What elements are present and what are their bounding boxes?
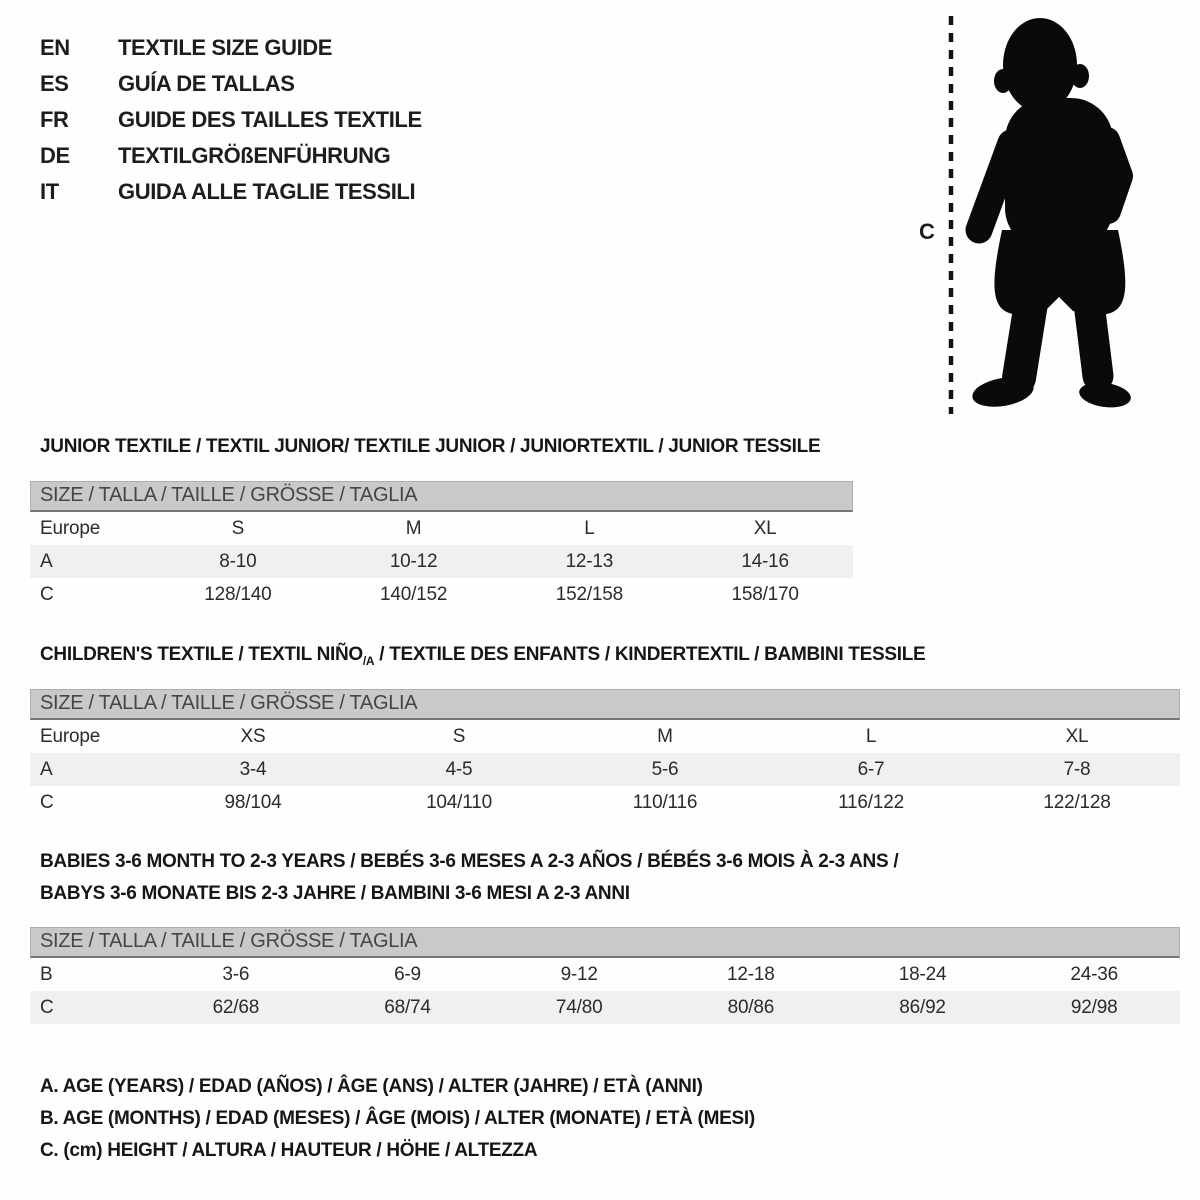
measurement-legend: [40, 1071, 755, 1167]
value-cell: 7-8: [1063, 759, 1091, 780]
table-row-sizes: [30, 720, 1180, 753]
value-cell: 3-6: [222, 964, 250, 985]
value-cell: 98/104: [224, 792, 282, 813]
title-row-it: [40, 174, 422, 210]
row-label: Europe: [40, 518, 101, 539]
value-cell: 62/68: [212, 997, 260, 1018]
page-title: GUIDA ALLE TAGLIE TESSILI: [118, 179, 416, 204]
value-cell: 5-6: [651, 759, 679, 780]
section-heading-babies: [40, 846, 898, 910]
size-header-bar: SIZE / TALLA / TAILLE / GRÖSSE / TAGLIA: [30, 927, 1180, 958]
page-title: GUIDE DES TAILLES TEXTILE: [118, 107, 422, 132]
value-cell: 3-4: [239, 759, 267, 780]
baby-silhouette-graphic: [905, 8, 1155, 420]
table-row-height: [30, 991, 1180, 1024]
size-header-bar: SIZE / TALLA / TAILLE / GRÖSSE / TAGLIA: [30, 689, 1180, 720]
size-cell: S: [452, 726, 466, 747]
row-label: Europe: [40, 726, 101, 747]
size-cell: M: [405, 518, 422, 539]
page-title: GUÍA DE TALLAS: [118, 71, 295, 96]
title-row-es: [40, 66, 422, 102]
value-cell: 158/170: [731, 584, 799, 605]
value-cell: 86/92: [899, 997, 946, 1018]
value-cell: 92/98: [1070, 997, 1118, 1018]
heading-text: CHILDREN'S TEXTILE / TEXTIL NIÑO: [40, 644, 363, 665]
table-row-sizes: [30, 512, 853, 545]
page-title: TEXTILGRÖßENFÜHRUNG: [118, 143, 391, 168]
table-row-months: [30, 958, 1180, 991]
table-row-age: [30, 545, 853, 578]
row-label: A: [40, 759, 53, 780]
legend-line-a: A. AGE (YEARS) / EDAD (AÑOS) / ÂGE (ANS) / ALTER (JAHRE) / ETÀ (ANNI): [40, 1076, 703, 1097]
row-label: C: [40, 584, 54, 605]
heading-line-1: BABIES 3-6 MONTH TO 2-3 YEARS / BEBÉS 3-6 MESES A 2-3 AÑOS / BÉBÉS 3-6 MOIS À 2-3 ANS /: [40, 851, 899, 872]
legend-line-c: C. (cm) HEIGHT / ALTURA / HAUTEUR / HÖHE / ALTEZZA: [40, 1140, 538, 1161]
table-row-height: [30, 578, 853, 611]
value-cell: 10-12: [389, 551, 438, 572]
size-header-bar: SIZE / TALLA / TAILLE / GRÖSSE / TAGLIA: [30, 481, 853, 512]
language-code: EN: [40, 35, 70, 60]
row-label: C: [40, 792, 54, 813]
value-cell: 74/80: [555, 997, 603, 1018]
value-cell: 6-7: [857, 759, 885, 780]
table-row-height: [30, 786, 1180, 819]
height-measure-label: C: [919, 219, 935, 244]
size-cell: L: [865, 726, 877, 747]
value-cell: 12-18: [727, 964, 775, 985]
children-size-table: [30, 689, 1180, 819]
babies-size-table: [30, 927, 1180, 1024]
value-cell: 122/128: [1043, 792, 1111, 813]
row-label: B: [40, 964, 53, 985]
title-row-en: [40, 30, 422, 66]
language-code: FR: [40, 107, 69, 132]
value-cell: 12-13: [565, 551, 614, 572]
value-cell: 110/116: [632, 792, 698, 813]
heading-line-2: BABYS 3-6 MONATE BIS 2-3 JAHRE / BAMBINI 3-6 MESI A 2-3 ANNI: [40, 883, 630, 904]
value-cell: 24-36: [1070, 964, 1118, 985]
value-cell: 6-9: [394, 964, 421, 985]
value-cell: 4-5: [445, 759, 473, 780]
junior-size-table: [30, 481, 853, 611]
size-cell: L: [584, 518, 595, 539]
value-cell: 68/74: [384, 997, 431, 1018]
table-row-age: [30, 753, 1180, 786]
value-cell: 116/122: [838, 792, 904, 813]
language-code: DE: [40, 143, 70, 168]
size-cell: S: [231, 518, 245, 539]
heading-subscript: /A: [362, 653, 375, 668]
value-cell: 8-10: [219, 551, 257, 572]
value-cell: 152/158: [555, 584, 624, 605]
language-code: IT: [40, 179, 59, 204]
language-code: ES: [40, 71, 69, 96]
value-cell: 9-12: [560, 964, 598, 985]
title-row-de: [40, 138, 422, 174]
size-cell: XL: [1065, 726, 1089, 747]
title-row-fr: [40, 102, 422, 138]
legend-line-b: B. AGE (MONTHS) / EDAD (MESES) / ÂGE (MOIS) / ALTER (MONATE) / ETÀ (MESI): [40, 1108, 755, 1129]
baby-silhouette-icon: [970, 18, 1132, 411]
value-cell: 104/110: [426, 792, 492, 813]
value-cell: 14-16: [741, 551, 789, 572]
size-cell: M: [657, 726, 673, 747]
value-cell: 128/140: [204, 584, 272, 605]
section-heading-junior: JUNIOR TEXTILE / TEXTIL JUNIOR/ TEXTILE JUNIOR / JUNIORTEXTIL / JUNIOR TESSILE: [40, 436, 821, 457]
page-title: TEXTILE SIZE GUIDE: [118, 35, 333, 60]
size-cell: XL: [753, 518, 777, 539]
section-heading-children: [40, 644, 925, 668]
value-cell: 18-24: [898, 964, 947, 985]
value-cell: 140/152: [379, 584, 448, 605]
size-cell: XS: [240, 726, 266, 747]
heading-text: / TEXTILE DES ENFANTS / KINDERTEXTIL / BAMBINI TESSILE: [374, 644, 926, 665]
row-label: A: [40, 551, 53, 572]
baby-figure: [905, 8, 1155, 420]
row-label: C: [40, 997, 54, 1018]
title-language-block: [40, 30, 422, 210]
value-cell: 80/86: [727, 997, 775, 1018]
